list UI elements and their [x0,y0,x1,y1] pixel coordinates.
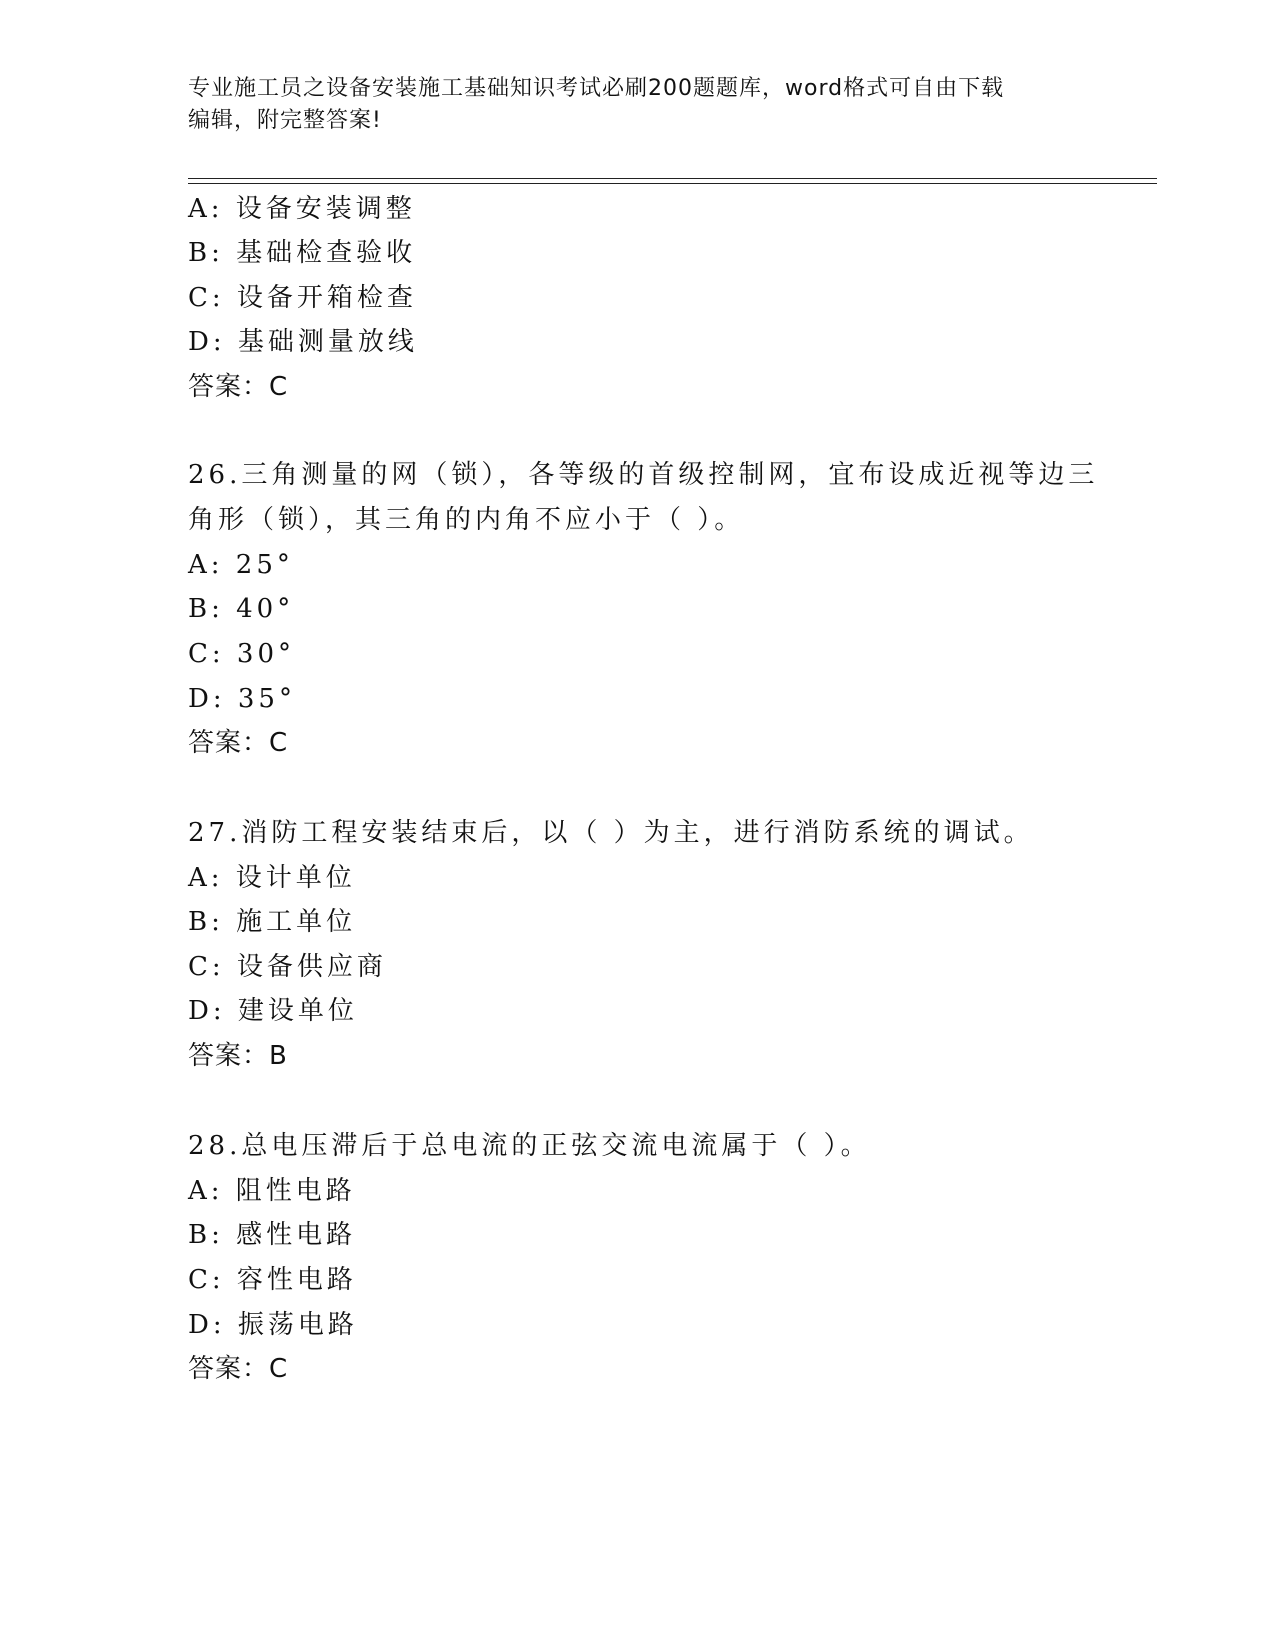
q28-stem: 28.总电压滞后于总电流的正弦交流电流属于（ ）。 [188,1131,871,1161]
header-divider-bottom [188,183,1157,184]
q27-option-b: B: 施工单位 [188,907,357,937]
q25-option-b: B: 基础检查验收 [188,238,417,268]
q26-stem-line-1: 26.三角测量的网（锁），各等级的首级控制网，宜布设成近视等边三 [188,460,1099,490]
header-divider-top [188,178,1157,179]
q28-answer: 答案：C [188,1354,289,1384]
q27-option-a: A: 设计单位 [188,863,356,893]
q25-option-d: D: 基础测量放线 [188,327,418,357]
q27-answer: 答案：B [188,1041,288,1071]
q28-option-d: D: 振荡电路 [188,1310,358,1340]
q27-option-d: D: 建设单位 [188,996,358,1026]
q26-option-a: A: 25° [188,550,294,580]
q28-option-a: A: 阻性电路 [188,1176,356,1206]
header-title-line-1: 专业施工员之设备安装施工基础知识考试必刷200题题库，word格式可自由下载 [188,76,1005,101]
q27-stem: 27.消防工程安装结束后，以（ ）为主，进行消防系统的调试。 [188,818,1034,848]
header-title-line-2: 编辑，附完整答案! [188,108,382,133]
q28-option-b: B: 感性电路 [188,1220,357,1250]
q25-option-a: A: 设备安装调整 [188,194,416,224]
q25-option-c: C: 设备开箱检查 [188,283,417,313]
q28-option-c: C: 容性电路 [188,1265,357,1295]
q25-answer: 答案：C [188,372,289,402]
q26-option-c: C: 30° [188,639,296,669]
q26-option-d: D: 35° [188,684,296,714]
document-header [188,73,1088,137]
q27-option-c: C: 设备供应商 [188,952,387,982]
q26-option-b: B: 40° [188,594,295,624]
q26-answer: 答案：C [188,728,289,758]
q26-stem-line-2: 角形（锁），其三角的内角不应小于（ ）。 [188,505,745,535]
